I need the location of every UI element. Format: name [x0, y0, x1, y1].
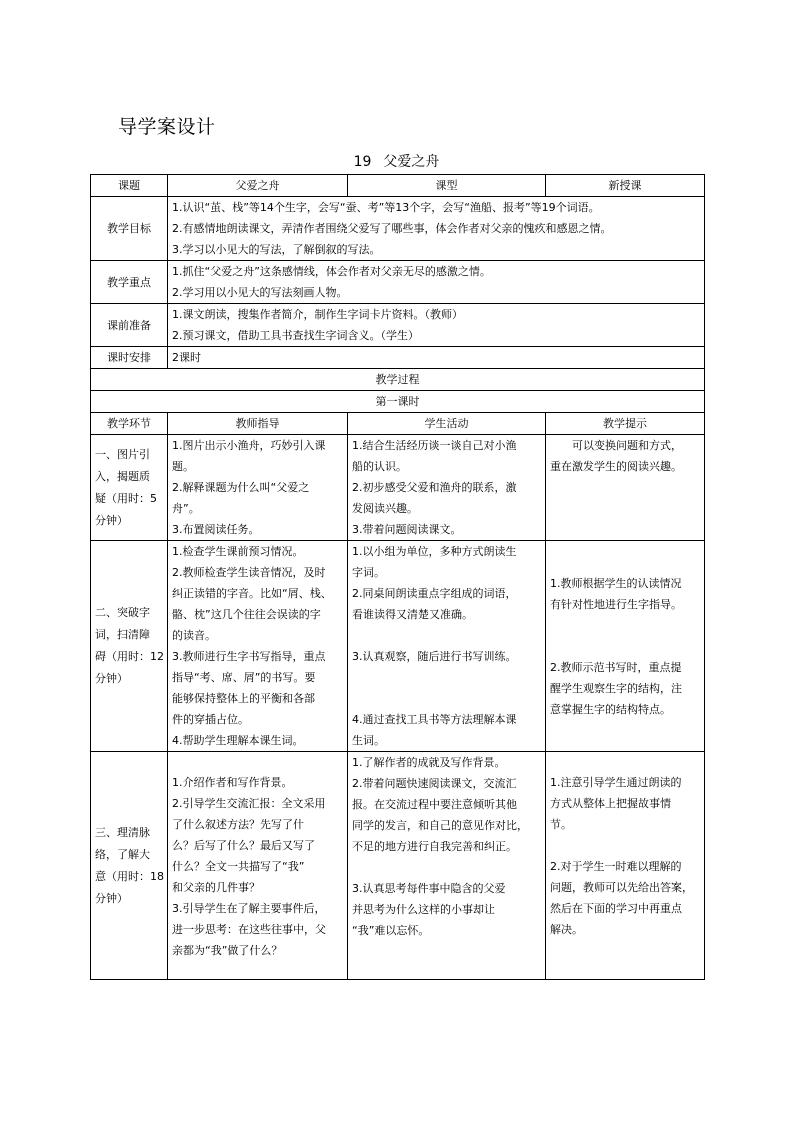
teacher-line: 了什么叙述方法？先写了什: [172, 818, 304, 831]
goals-label: 教学目标: [91, 197, 168, 261]
topic-label: 课题: [91, 175, 168, 197]
stage-row: [91, 541, 705, 752]
keypoint-item: 1.抓住“父爱之舟”这条感情线，体会作者对父亲无尽的感激之情。: [172, 265, 491, 278]
prep-item: 2.预习课文，借助工具书查找生字词含义。（学生）: [172, 329, 419, 342]
student-line: 并思考为什么这样的小事却让: [352, 903, 495, 916]
period-title-row: [91, 391, 705, 413]
spacer: [352, 688, 541, 709]
stage-name-line: 分钟）: [95, 513, 128, 527]
keypoints-content: [168, 261, 705, 304]
goals-content: [168, 197, 705, 261]
student-line: 生词。: [352, 734, 385, 747]
teacher-line: 舟”。: [172, 502, 200, 515]
teaching-hint: [546, 541, 705, 752]
lesson-name: 父爱之舟: [383, 154, 440, 170]
student-activity: [348, 541, 546, 752]
stage-name-line: 入，揭题质: [95, 469, 150, 483]
stage-name: [91, 752, 168, 980]
student-line: 3.认真思考每件事中隐含的父爱: [352, 882, 506, 895]
keypoints-row: [91, 261, 705, 304]
goals-row: [91, 197, 705, 261]
student-line: 1.以小组为单位，多种方式朗读生: [352, 545, 517, 558]
teaching-hint: [546, 435, 705, 541]
spacer: [352, 667, 541, 688]
lesson-number: 19: [353, 154, 372, 170]
teacher-line: 3.布置阅读任务。: [172, 523, 260, 536]
spacer: [550, 636, 700, 657]
goal-item: 1.认识“茧、栈”等14个生字，会写“蚕、考”等13个字，会写“渔船、报考”等19个词语。: [172, 201, 600, 214]
spacer: [352, 857, 541, 878]
teacher-line: 和父亲的几件事？: [172, 881, 260, 894]
teacher-guidance: [168, 435, 348, 541]
hint-line: 有针对性地进行生字指导。: [550, 597, 682, 611]
teacher-line: 亲都为“我”做了什么？: [172, 944, 283, 957]
spacer: [352, 625, 541, 646]
teacher-line: 能够保持整体上的平衡和各部: [172, 692, 315, 705]
type-value: 新授课: [546, 175, 705, 197]
hint-line: 1.注意引导学生通过朗读的: [550, 776, 682, 789]
stage-name-line: 疑（用时：5: [95, 491, 157, 505]
teacher-line: 1.介绍作者和写作背景。: [172, 776, 293, 789]
teacher-line: 么？后写了什么？最后又写了: [172, 839, 315, 852]
teacher-line: 3.教师进行生字书写指导，重点: [172, 650, 326, 663]
teacher-line: 2.引导学生交流汇报：全文采用: [172, 797, 326, 810]
hint-line: 2.对于学生一时难以理解的: [550, 860, 682, 873]
schedule-label: 课时安排: [91, 347, 168, 369]
teacher-guidance: [168, 752, 348, 980]
hint-line: 解决。: [550, 923, 583, 936]
student-line: 1.结合生活经历谈一谈自己对小渔: [352, 439, 517, 452]
prep-item: 1.课文朗读，搜集作者简介，制作生字词卡片资料。（教师）: [172, 308, 463, 321]
stage-name-line: 一、图片引: [95, 447, 150, 461]
student-line: “我”难以忘怀。: [352, 924, 430, 937]
stage-name: [91, 541, 168, 752]
stage-name-line: 三、理清脉: [95, 825, 150, 839]
header-row: [91, 175, 705, 197]
type-label: 课型: [348, 175, 546, 197]
teacher-line: 进一步思考：在这些往事中，父: [172, 923, 326, 936]
hint-line: 重在激发学生的阅读兴趣。: [550, 460, 682, 473]
teacher-line: 件的穿插占位。: [172, 713, 249, 726]
student-line: 3.认真观察，随后进行书写训练。: [352, 650, 517, 663]
process-title-row: [91, 369, 705, 391]
hint-line: 醒学生观察生字的结构，注: [550, 681, 682, 695]
lesson-title: [0, 151, 793, 171]
teacher-line: 纠正读错的字音。比如“屑、栈、: [172, 587, 332, 600]
column-header: 教学提示: [546, 413, 705, 435]
stage-name-line: 分钟）: [95, 891, 128, 905]
column-header: 教学环节: [91, 413, 168, 435]
lesson-plan-table: [90, 174, 705, 980]
teacher-line: 骼、枕”这几个往往会误读的字: [172, 608, 321, 621]
teacher-line: 3.引导学生在了解主要事件后，: [172, 902, 326, 915]
stage-name-line: 分钟）: [95, 672, 128, 685]
teacher-line: 2.解释课题为什么叫“父爱之: [172, 481, 310, 494]
spacer: [550, 835, 700, 856]
teacher-line: 1.检查学生课前预习情况。: [172, 545, 304, 558]
student-line: 报。在交流过程中要注意倾听其他: [352, 798, 517, 811]
document-title: 导学案设计: [118, 116, 216, 138]
teacher-line: 4.帮助学生理解本课生词。: [172, 734, 304, 747]
stage-name-line: 碍（用时：12: [95, 650, 164, 663]
prep-content: [168, 304, 705, 347]
teacher-guidance: [168, 541, 348, 752]
student-activity: [348, 752, 546, 980]
keypoint-item: 2.学习用以小见大的写法刻画人物。: [172, 286, 348, 299]
teacher-line: 2.教师检查学生读音情况，及时: [172, 566, 326, 579]
stage-name-line: 二、突破字: [95, 606, 150, 619]
teacher-line: 题。: [172, 460, 194, 473]
keypoints-label: 教学重点: [91, 261, 168, 304]
hint-line: 问题，教师可以先给出答案，: [550, 881, 693, 894]
student-line: 船的认识。: [352, 460, 407, 473]
stage-name: [91, 435, 168, 541]
hint-line: 1.教师根据学生的认读情况: [550, 576, 682, 590]
prep-label: 课前准备: [91, 304, 168, 347]
stage-row: [91, 435, 705, 541]
student-line: 2.带着问题快速阅读课文，交流汇: [352, 777, 517, 790]
student-line: 同学的发言，和自己的意见作对比，: [352, 819, 528, 832]
spacer: [550, 615, 700, 636]
column-header: 教师指导: [168, 413, 348, 435]
hint-line: 可以变换问题和方式，: [572, 439, 682, 452]
stage-name-line: 络，了解大: [95, 847, 150, 861]
student-line: 4.通过查找工具书等方法理解本课: [352, 713, 517, 726]
topic-value: 父爱之舟: [168, 175, 348, 197]
student-activity: [348, 435, 546, 541]
hint-line: 2.教师示范书写时，重点提: [550, 660, 682, 674]
teacher-line: 什么？全文一共描写了“我”: [172, 860, 305, 873]
student-line: 不足的地方进行自我完善和纠正。: [352, 840, 517, 853]
teacher-line: 指导“考、席、屑”的书写。要: [172, 671, 316, 684]
prep-row: [91, 304, 705, 347]
process-title: 教学过程: [91, 369, 705, 391]
student-line: 2.同桌间朗读重点字组成的词语，: [352, 587, 517, 600]
hint-line: 节。: [550, 818, 572, 831]
stage-name-line: 词，扫清障: [95, 628, 150, 641]
student-line: 看谁读得又清楚又准确。: [352, 608, 473, 621]
student-line: 1.了解作者的成就及写作背景。: [352, 756, 506, 769]
period-title: 第一课时: [91, 391, 705, 413]
student-line: 发阅读兴趣。: [352, 502, 418, 515]
schedule-value: 2课时: [168, 347, 705, 369]
student-line: 字词。: [352, 566, 385, 579]
student-line: 3.带着问题阅读课文。: [352, 523, 462, 536]
student-line: 2.初步感受父爱和渔舟的联系，激: [352, 481, 517, 494]
hint-line: 方式从整体上把握故事情: [550, 797, 671, 810]
column-header: 学生活动: [348, 413, 546, 435]
teacher-line: 1.图片出示小渔舟，巧妙引入课: [172, 439, 326, 452]
column-header-row: [91, 413, 705, 435]
teaching-hint: [546, 752, 705, 980]
goal-item: 2.有感情地朗读课文，弄清作者围绕父爱写了哪些事，体会作者对父亲的愧疚和感恩之情。: [172, 222, 612, 235]
stage-name-line: 意（用时：18: [95, 869, 164, 883]
schedule-row: [91, 347, 705, 369]
stage-row: [91, 752, 705, 980]
teacher-line: 的读音。: [172, 629, 216, 642]
hint-line: 然后在下面的学习中再重点: [550, 902, 682, 915]
goal-item: 3.学习以小见大的写法，了解倒叙的写法。: [172, 243, 381, 256]
hint-line: 意掌握生字的结构特点。: [550, 702, 671, 716]
